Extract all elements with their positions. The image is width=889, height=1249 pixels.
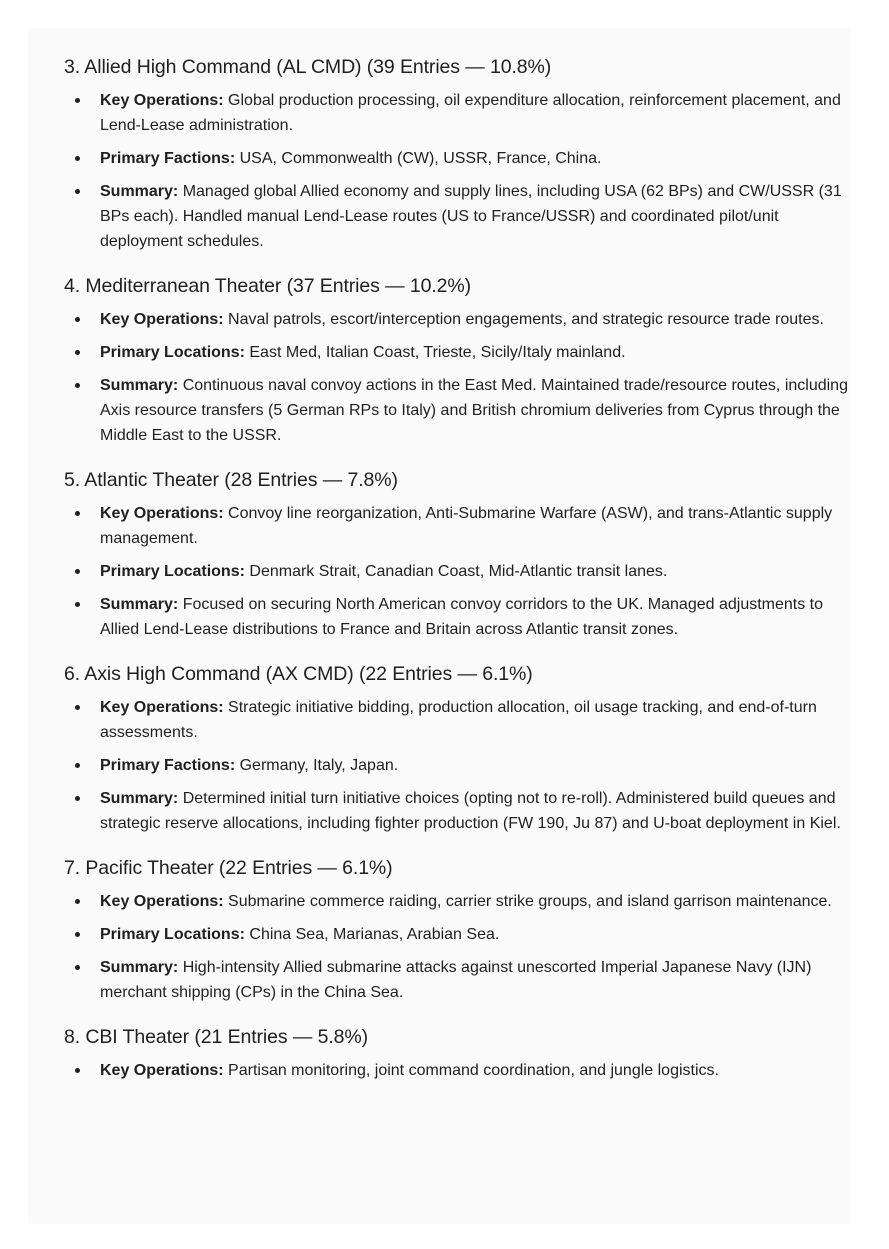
bullet-icon	[75, 705, 80, 710]
item-text: Denmark Strait, Canadian Coast, Mid-Atlantic transit lanes.	[244, 563, 668, 580]
item-label: Key Operations:	[100, 893, 224, 910]
item-label: Primary Locations:	[100, 926, 245, 943]
list-item	[64, 889, 854, 914]
item-text: Germany, Italy, Japan.	[235, 757, 399, 774]
bullet-list	[64, 88, 854, 254]
item-label: Key Operations:	[100, 92, 224, 109]
item-text: Partisan monitoring, joint command coordination, and jungle logistics.	[223, 1062, 719, 1079]
section-mediterranean-theater	[64, 273, 854, 448]
section-heading: 7. Pacific Theater (22 Entries — 6.1%)	[64, 857, 393, 879]
item-text: Focused on securing North American convoy corridors to the UK. Managed adjustments to Allied Lend-Lease distributions to France and Britain across Atlantic transit zones.	[100, 596, 824, 638]
section-allied-high-command	[64, 54, 854, 254]
bullet-icon	[75, 350, 80, 355]
bullet-list	[64, 307, 854, 448]
bullet-icon	[75, 383, 80, 388]
bullet-icon	[75, 511, 80, 516]
bullet-icon	[75, 899, 80, 904]
item-text: Strategic initiative bidding, production allocation, oil usage tracking, and end-of-turn assessments.	[100, 699, 817, 741]
bullet-icon	[75, 156, 80, 161]
list-item	[64, 559, 854, 584]
section-heading: 4. Mediterranean Theater (37 Entries — 10.2%)	[64, 275, 472, 297]
bullet-icon	[75, 189, 80, 194]
item-label: Key Operations:	[100, 505, 224, 522]
section-cbi-theater	[64, 1024, 854, 1083]
bullet-list	[64, 501, 854, 642]
item-text: Continuous naval convoy actions in the East Med. Maintained trade/resource routes, including Axis resource transfers (5 German RPs to Italy) and British chromium deliveries from Cyprus through the Middle East to the USSR.	[100, 377, 848, 444]
item-label: Summary:	[100, 183, 179, 200]
item-text: Naval patrols, escort/interception engagements, and strategic resource trade routes.	[223, 311, 824, 328]
item-label: Primary Factions:	[100, 757, 236, 774]
bullet-icon	[75, 763, 80, 768]
item-label: Key Operations:	[100, 699, 224, 716]
section-heading: 8. CBI Theater (21 Entries — 5.8%)	[64, 1026, 369, 1048]
item-text: China Sea, Marianas, Arabian Sea.	[244, 926, 500, 943]
item-label: Key Operations:	[100, 311, 224, 328]
item-text: Determined initial turn initiative choices (opting not to re-roll). Administered build queues and strategic reserve allocations, including fighter production (FW 190, Ju 87) and U-boat deployment in Kiel.	[100, 790, 841, 832]
item-label: Primary Factions:	[100, 150, 236, 167]
list-item	[64, 501, 854, 551]
bullet-icon	[75, 602, 80, 607]
bullet-icon	[75, 569, 80, 574]
list-item	[64, 922, 854, 947]
list-item	[64, 373, 854, 448]
bullet-list	[64, 889, 854, 1005]
bullet-list	[64, 1058, 854, 1083]
bullet-list	[64, 695, 854, 836]
list-item	[64, 88, 854, 138]
bullet-icon	[75, 932, 80, 937]
item-text: Convoy line reorganization, Anti-Submarine Warfare (ASW), and trans-Atlantic supply management.	[100, 505, 833, 547]
item-text: Managed global Allied economy and supply lines, including USA (62 BPs) and CW/USSR (31 BPs each). Handled manual Lend-Lease routes (US to France/USSR) and coordinated pilot/unit deployment schedules.	[100, 183, 842, 250]
section-heading: 3. Allied High Command (AL CMD) (39 Entries — 10.8%)	[64, 56, 552, 78]
content-panel	[28, 28, 850, 1224]
bullet-icon	[75, 965, 80, 970]
list-item	[64, 340, 854, 365]
item-label: Summary:	[100, 959, 179, 976]
item-text: Submarine commerce raiding, carrier strike groups, and island garrison maintenance.	[223, 893, 832, 910]
item-text: USA, Commonwealth (CW), USSR, France, China.	[235, 150, 602, 167]
theater-summary-list	[64, 54, 854, 1102]
list-item	[64, 146, 854, 171]
section-heading: 5. Atlantic Theater (28 Entries — 7.8%)	[64, 469, 398, 491]
list-item	[64, 1058, 854, 1083]
bullet-icon	[75, 1068, 80, 1073]
bullet-icon	[75, 317, 80, 322]
item-text: Global production processing, oil expenditure allocation, reinforcement placement, and Lend-Lease administration.	[100, 92, 841, 134]
item-text: High-intensity Allied submarine attacks against unescorted Imperial Japanese Navy (IJN) merchant shipping (CPs) in the China Sea.	[100, 959, 812, 1001]
section-axis-high-command	[64, 661, 854, 836]
item-label: Primary Locations:	[100, 563, 245, 580]
section-heading: 6. Axis High Command (AX CMD) (22 Entries — 6.1%)	[64, 663, 533, 685]
item-label: Key Operations:	[100, 1062, 224, 1079]
item-label: Summary:	[100, 790, 179, 807]
list-item	[64, 955, 854, 1005]
item-label: Primary Locations:	[100, 344, 245, 361]
section-atlantic-theater	[64, 467, 854, 642]
list-item	[64, 307, 854, 332]
section-pacific-theater	[64, 855, 854, 1005]
bullet-icon	[75, 98, 80, 103]
list-item	[64, 786, 854, 836]
list-item	[64, 179, 854, 254]
item-label: Summary:	[100, 377, 179, 394]
list-item	[64, 695, 854, 745]
list-item	[64, 592, 854, 642]
item-label: Summary:	[100, 596, 179, 613]
list-item	[64, 753, 854, 778]
item-text: East Med, Italian Coast, Trieste, Sicily/Italy mainland.	[244, 344, 626, 361]
bullet-icon	[75, 796, 80, 801]
